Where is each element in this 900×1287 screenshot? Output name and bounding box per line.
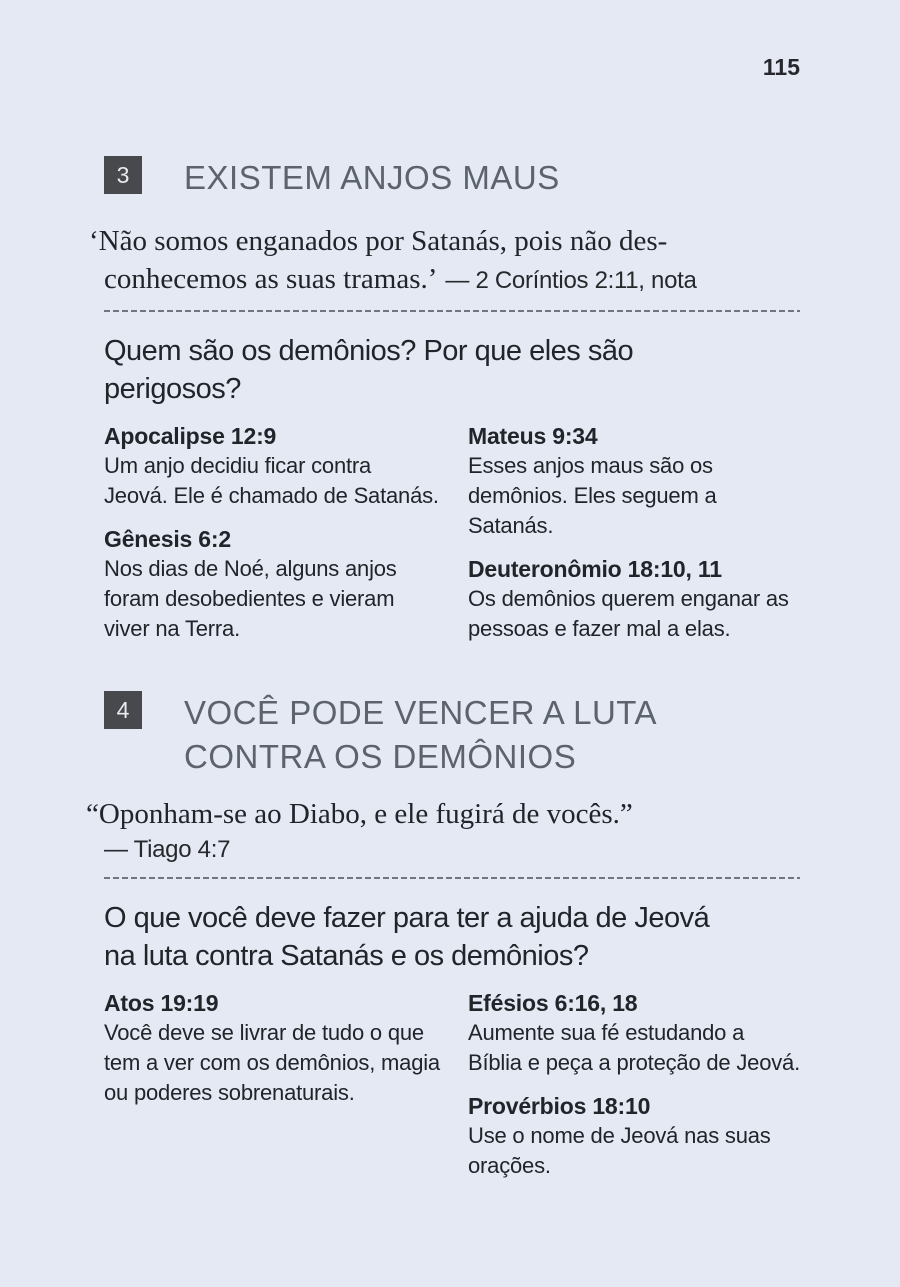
scripture-citation-line: [104, 833, 800, 867]
scripture-entry-text: Você deve se livrar de tudo o que tem a ver com os demônios, magia ou poderes sobrenaturais.: [104, 1020, 440, 1105]
scripture-reference: Efésios 6:16, 18: [468, 990, 638, 1016]
section-4-number-box: 4: [104, 691, 142, 729]
scripture-reference: Gênesis 6:2: [104, 526, 231, 552]
right-column: [468, 988, 800, 1181]
quote-line: [104, 260, 800, 300]
scripture-entry-text: Um anjo decidiu ficar contra Jeová. Ele é chamado de Satanás.: [104, 453, 439, 508]
scripture-entry: [468, 988, 800, 1078]
dashed-divider: [104, 877, 800, 879]
scripture-reference: Apocalipse 12:9: [104, 423, 277, 449]
scripture-entry-text: Os demônios querem enganar as pessoas e fazer mal a elas.: [468, 586, 789, 641]
quote-line: “Oponham-se ao Diabo, e ele fugirá de vocês.”: [86, 798, 633, 830]
section-4-title-line: VOCÊ PODE VENCER A LUTA: [184, 694, 658, 731]
section-3-columns: [104, 421, 800, 644]
question-line: na luta contra Satanás e os demônios?: [104, 940, 589, 972]
scripture-entry: [104, 988, 440, 1108]
scripture-citation: — Tiago 4:7: [104, 836, 231, 863]
left-column: [104, 988, 468, 1181]
section-4-columns: [104, 988, 800, 1181]
scripture-reference: Provérbios 18:10: [468, 1093, 651, 1119]
scripture-entry: [468, 1091, 800, 1181]
scripture-reference: Mateus 9:34: [468, 423, 598, 449]
section-3-quote: [89, 222, 800, 300]
section-3-header: [104, 156, 800, 200]
section-4-quote: [86, 795, 800, 867]
scripture-reference: Atos 19:19: [104, 990, 219, 1016]
scripture-entry-text: Aumente sua fé estudando a Bíblia e peça a proteção de Jeová.: [468, 1020, 800, 1075]
scripture-entry-text: Nos dias de Noé, alguns anjos foram desobedientes e vieram viver na Terra.: [104, 556, 397, 641]
section-3-title: EXISTEM ANJOS MAUS: [184, 159, 560, 196]
scripture-entry: [468, 421, 800, 541]
page-number: 115: [762, 54, 800, 80]
section-4-question: [104, 899, 800, 975]
right-column: [468, 421, 800, 644]
question-line: Quem são os demônios? Por que eles são: [104, 335, 634, 367]
scripture-entry: [104, 421, 440, 511]
left-column: [104, 421, 468, 644]
scripture-entry-text: Esses anjos maus são os demônios. Eles seguem a Satanás.: [468, 453, 717, 538]
section-4-header: [104, 691, 800, 779]
dashed-divider: [104, 310, 800, 312]
quote-text: conhecemos as suas tramas.’: [104, 263, 438, 295]
scripture-entry: [104, 524, 440, 644]
scripture-entry: [468, 554, 800, 644]
section-4-title-line: CONTRA OS DEMÔNIOS: [184, 738, 577, 775]
section-3-question: [104, 332, 800, 408]
question-line: perigosos?: [104, 373, 241, 405]
section-3-number-box: 3: [104, 156, 142, 194]
quote-line: ‘Não somos enganados por Satanás, pois não des-: [89, 225, 668, 257]
scripture-citation: — 2 Coríntios 2:11, nota: [445, 267, 697, 294]
scripture-entry-text: Use o nome de Jeová nas suas orações.: [468, 1123, 771, 1178]
question-line: O que você deve fazer para ter a ajuda de Jeová: [104, 902, 710, 934]
section-4-title: [184, 691, 657, 779]
scripture-reference: Deuteronômio 18:10, 11: [468, 556, 722, 582]
